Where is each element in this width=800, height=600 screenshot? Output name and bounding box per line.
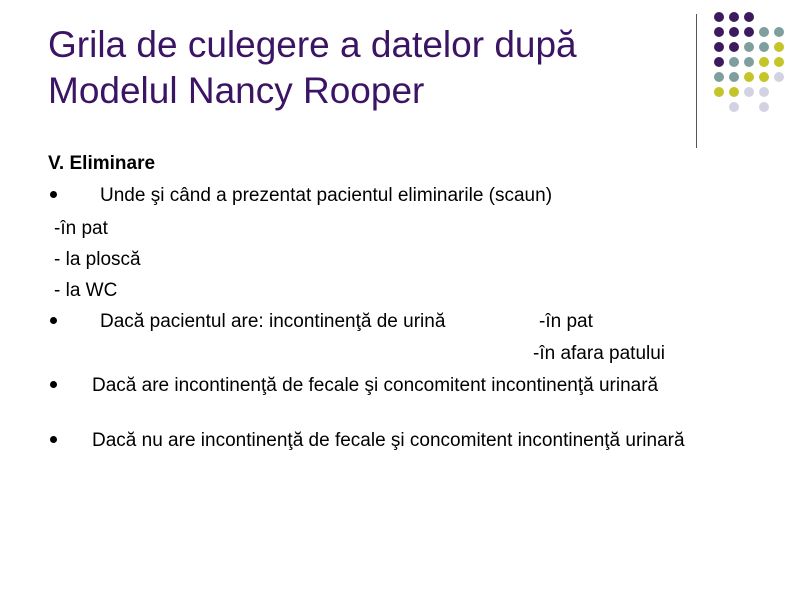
bullet-3-text: Dacă are incontinenţă de fecale şi concomitent incontinenţă urinară: [92, 375, 659, 396]
title-line-1: Grila de culegere a datelor după: [48, 24, 577, 65]
dot-purple: [714, 12, 724, 22]
dot-teal: [744, 57, 754, 67]
section-heading: V. Eliminare: [48, 153, 156, 174]
dot-purple: [744, 12, 754, 22]
dot-yellow: [774, 57, 784, 67]
dot-purple: [714, 42, 724, 52]
dot-teal: [759, 42, 769, 52]
bullet-2-text: Dacă pacientul are: incontinenţă de urină: [100, 311, 446, 332]
dot-lavender: [774, 72, 784, 82]
dot-purple: [714, 57, 724, 67]
dot-lavender: [759, 102, 769, 112]
bullet-2-option-2: -în afara patului: [533, 343, 666, 364]
dot-teal: [744, 42, 754, 52]
dot-yellow: [759, 72, 769, 82]
dot-teal: [774, 27, 784, 37]
dot-yellow: [729, 87, 739, 97]
sub-item-1: -în pat: [54, 218, 108, 239]
bullet-dot-icon: [50, 317, 57, 324]
dot-purple: [729, 12, 739, 22]
dot-teal: [714, 72, 724, 82]
dot-lavender: [744, 87, 754, 97]
dot-teal: [729, 57, 739, 67]
dot-yellow: [759, 57, 769, 67]
dot-lavender: [759, 87, 769, 97]
dot-teal: [729, 72, 739, 82]
bullet-dot-icon: [50, 381, 57, 388]
dot-yellow: [714, 87, 724, 97]
bullet-dot-icon: [50, 191, 57, 198]
dot-purple: [744, 27, 754, 37]
bullet-2-option-1: -în pat: [539, 311, 593, 332]
dot-yellow: [744, 72, 754, 82]
vertical-divider: [696, 14, 697, 148]
dot-purple: [729, 27, 739, 37]
bullet-dot-icon: [50, 436, 57, 443]
slide-title: [48, 22, 688, 114]
dot-yellow: [774, 42, 784, 52]
dot-teal: [759, 27, 769, 37]
bullet-1-text: Unde şi când a prezentat pacientul eliminarile (scaun): [100, 185, 553, 206]
dot-purple: [714, 27, 724, 37]
sub-item-2: - la ploscă: [54, 249, 141, 270]
title-line-2: Modelul Nancy Rooper: [48, 70, 425, 111]
bullet-4-text: Dacă nu are incontinenţă de fecale şi concomitent incontinenţă urinară: [92, 430, 685, 451]
sub-item-3: - la WC: [54, 280, 118, 301]
dot-purple: [729, 42, 739, 52]
dot-lavender: [729, 102, 739, 112]
